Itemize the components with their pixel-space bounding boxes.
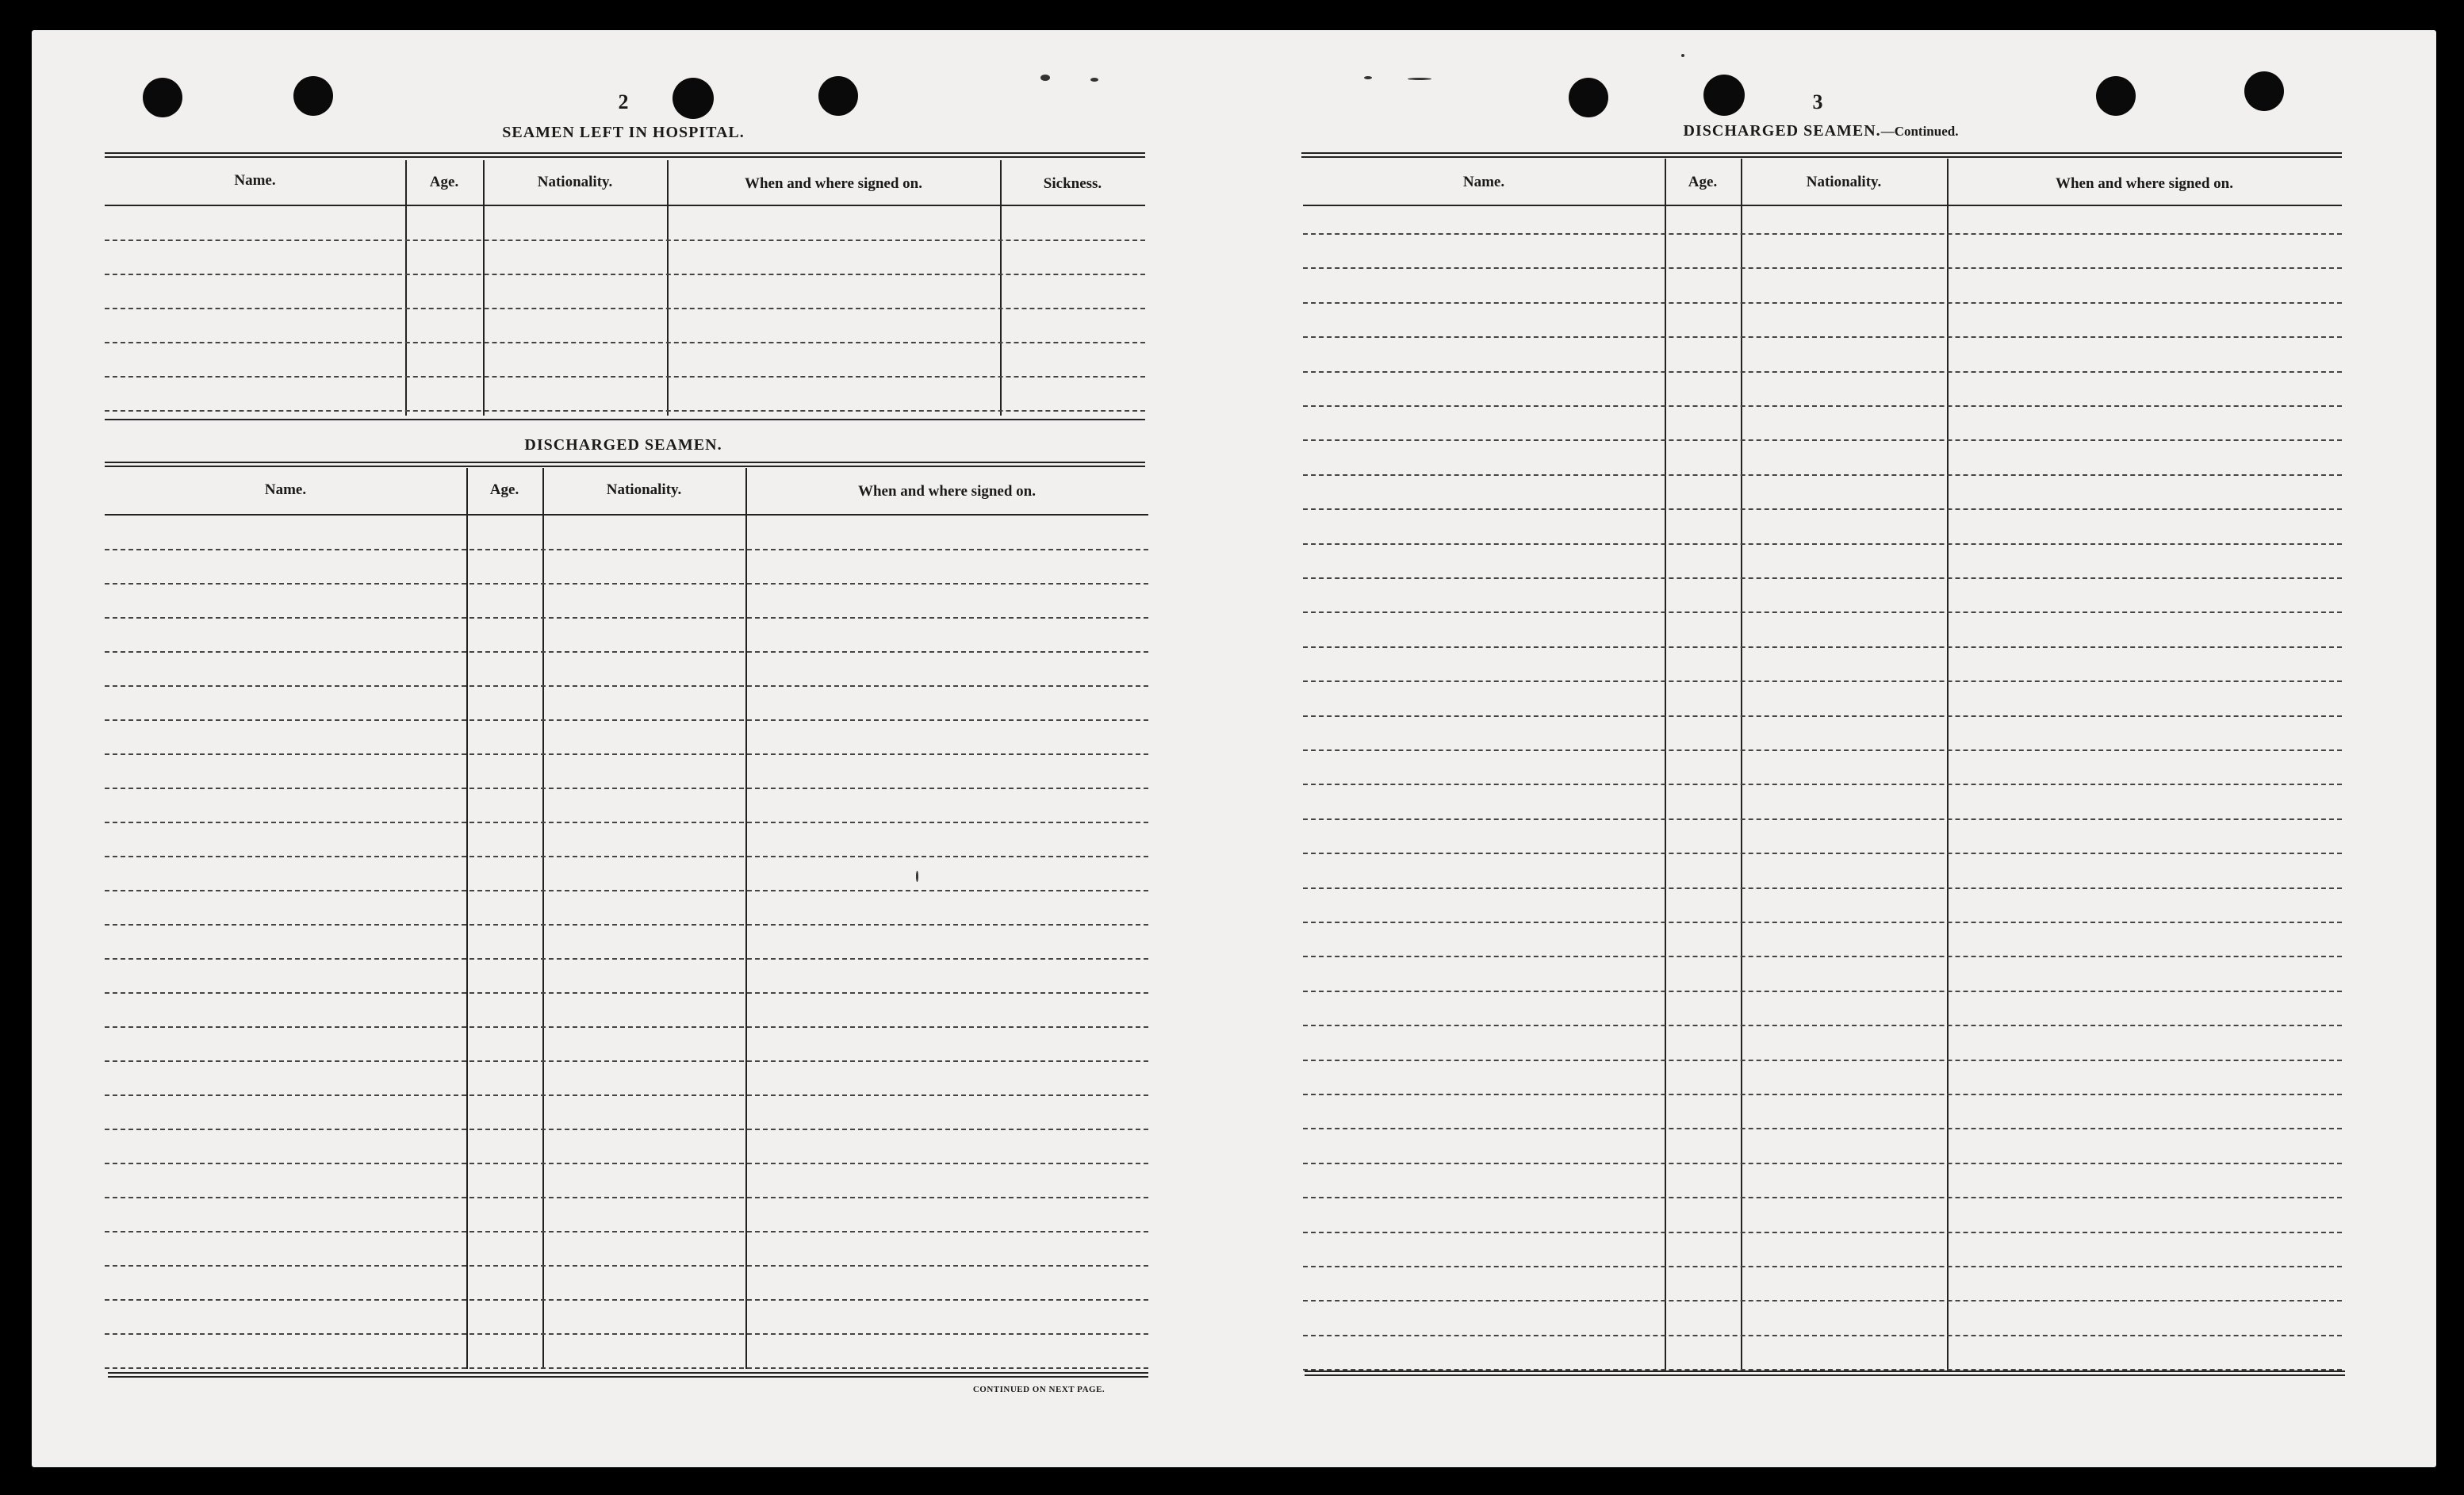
row-dashed-line	[1303, 887, 2342, 889]
col-header-age: Age.	[429, 174, 459, 190]
row-dashed-line	[1303, 577, 2342, 579]
col-header-sickness: Sickness.	[1043, 175, 1102, 192]
column-rule	[1741, 159, 1742, 1370]
row-dashed-line	[1303, 439, 2342, 441]
row-dashed-line	[1303, 853, 2342, 854]
row-dashed-line	[1303, 543, 2342, 545]
row-dashed-line	[1303, 1128, 2342, 1129]
page-number-right: 3	[1812, 90, 1823, 113]
col-header-name: Name.	[1462, 174, 1505, 190]
row-dashed-line	[1303, 508, 2342, 510]
row-dashed-line	[1303, 336, 2342, 338]
row-dashed-line	[1303, 1266, 2342, 1267]
right-page	[32, 30, 2436, 1467]
discharged-table-right	[1303, 159, 2342, 1370]
col-header-signed-on: When and where signed on.	[2055, 175, 2233, 192]
continued-note: CONTINUED ON NEXT PAGE.	[972, 1385, 1106, 1394]
col-header-name: Name.	[234, 172, 276, 189]
col-header-signed-on: When and where signed on.	[857, 483, 1036, 500]
title-main: DISCHARGED SEAMEN.	[1683, 122, 1881, 140]
row-dashed-line	[1303, 749, 2342, 751]
discharged-section-title-left: DISCHARGED SEAMEN.	[524, 436, 722, 454]
row-dashed-line	[1303, 371, 2342, 373]
row-dashed-line	[1303, 267, 2342, 269]
column-rule	[1947, 159, 1949, 1370]
col-header-nationality: Nationality.	[537, 174, 613, 190]
row-dashed-line	[1303, 474, 2342, 476]
col-header-age: Age.	[489, 481, 519, 498]
column-rule	[1665, 159, 1666, 1370]
discharged-top-rule-right	[1301, 152, 2342, 158]
discharged-section-title-right	[1684, 122, 1959, 140]
row-dashed-line	[1303, 784, 2342, 785]
row-dashed-line	[1303, 233, 2342, 235]
col-header-name: Name.	[264, 481, 307, 498]
hospital-section-title: SEAMEN LEFT IN HOSPITAL.	[502, 124, 745, 141]
row-dashed-line	[1303, 1094, 2342, 1095]
row-dashed-line	[1303, 715, 2342, 717]
row-dashed-line	[1303, 818, 2342, 820]
row-dashed-line	[1303, 991, 2342, 992]
row-dashed-line	[1303, 680, 2342, 682]
row-dashed-line	[1303, 646, 2342, 648]
page-number-left: 2	[618, 90, 629, 113]
header-rule	[1303, 205, 2342, 206]
scanned-sheet	[32, 30, 2436, 1467]
row-dashed-line	[1303, 1335, 2342, 1336]
row-dashed-line	[1303, 1197, 2342, 1198]
row-dashed-line	[1303, 405, 2342, 407]
row-dashed-line	[1303, 1060, 2342, 1061]
row-dashed-line	[1303, 922, 2342, 923]
row-dashed-line	[1303, 1300, 2342, 1301]
row-dashed-line	[1303, 1025, 2342, 1026]
row-dashed-line	[1303, 956, 2342, 957]
col-header-signed-on: When and where signed on.	[744, 175, 922, 192]
row-dashed-line	[1303, 1232, 2342, 1233]
col-header-nationality: Nationality.	[1806, 174, 1882, 190]
row-dashed-line	[1303, 611, 2342, 613]
title-suffix: —Continued.	[1880, 124, 1959, 139]
row-dashed-line	[1303, 302, 2342, 304]
discharged-bottom-rule-right	[1305, 1370, 2345, 1376]
col-header-nationality: Nationality.	[606, 481, 682, 498]
row-dashed-line	[1303, 1163, 2342, 1164]
col-header-age: Age.	[1688, 174, 1718, 190]
